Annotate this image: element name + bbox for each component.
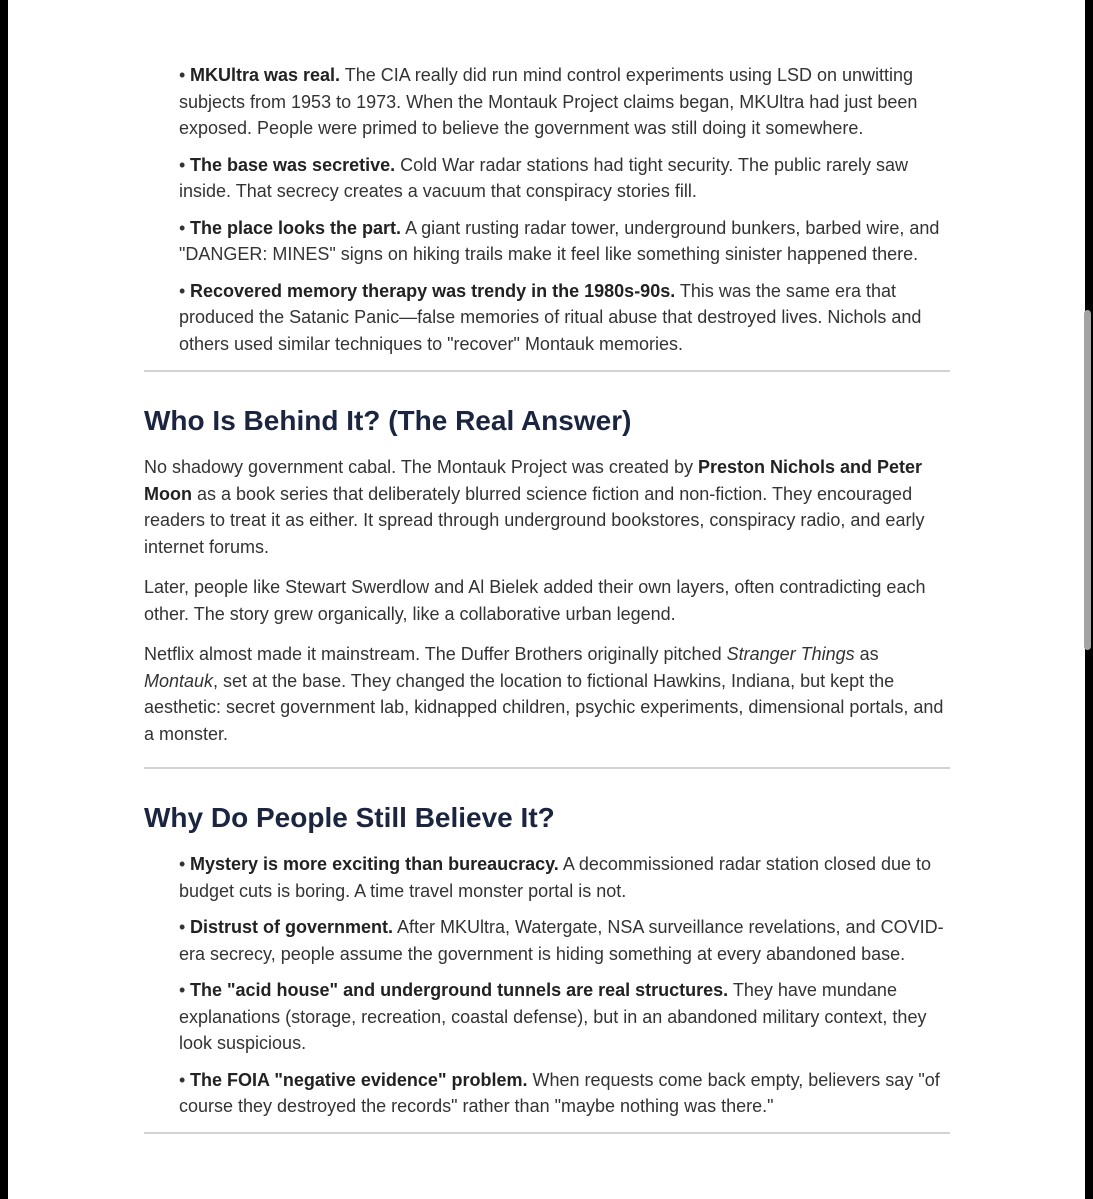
section-divider (144, 1132, 950, 1134)
who-p1-bold-names: Preston Nichols and Peter Moon (144, 457, 923, 504)
who-p3-text-a: Netflix almost made it mainstream. The Duffer Brothers originally pitched (144, 644, 727, 664)
article-content (144, 62, 950, 1134)
list-item (179, 977, 950, 1057)
who-paragraph-2: Later, people like Stewart Swerdlow and Al Bielek added their own layers, often contradicting each other. The story grew organically, like a collaborative urban legend. (144, 577, 926, 624)
bullet-bold-lead: The FOIA "negative evidence" problem. (190, 1069, 528, 1090)
list-item (179, 152, 950, 205)
bullet-icon: • (179, 280, 186, 301)
list-item (179, 851, 950, 904)
section-divider (144, 370, 950, 372)
list-item (179, 1067, 950, 1120)
document-page (8, 0, 1085, 1199)
bullet-icon: • (179, 217, 186, 238)
bullet-text: This was the same era that produced the Satanic Panic—false memories of ritual abuse that destroyed lives. Nichols and others used similar techniques to "recover" Montauk memories. (179, 280, 922, 354)
who-paragraph-1 (144, 454, 950, 560)
who-p1-text-b: as a book series that deliberately blurred science fiction and non-fiction. They encouraged readers to treat it as either. It spread through underground bookstores, conspiracy radio, and early internet forums. (144, 483, 925, 557)
vertical-scrollbar[interactable] (1084, 310, 1091, 650)
bullet-icon: • (179, 154, 186, 175)
bullet-text: When requests come back empty, believers say "of course they destroyed the records" rather than "maybe nothing was there." (179, 1069, 940, 1116)
bullet-icon: • (179, 854, 186, 874)
why-section-heading: Why Do People Still Believe It? (144, 802, 555, 833)
why-bullet-list (144, 851, 950, 1120)
bullet-icon: • (179, 980, 186, 1000)
intro-bullet-list (144, 62, 950, 357)
bullet-bold-lead: Mystery is more exciting than bureaucracy. (190, 854, 559, 874)
bullet-bold-lead: The "acid house" and underground tunnels are real structures. (190, 980, 729, 1000)
section-divider (144, 767, 950, 769)
bullet-icon: • (179, 1069, 186, 1090)
bullet-bold-lead: Distrust of government. (190, 917, 394, 937)
bullet-bold-lead: Recovered memory therapy was trendy in the 1980s-90s. (190, 280, 676, 301)
list-item (179, 215, 950, 268)
who-p3-italic-montauk: Montauk (144, 670, 214, 691)
bullet-text: A decommissioned radar station closed due to budget cuts is boring. A time travel monster portal is not. (179, 854, 932, 901)
who-p3-text-b: as (854, 644, 879, 664)
bullet-bold-lead: MKUltra was real. (190, 65, 341, 85)
who-p3-text-c: , set at the base. They changed the location to fictional Hawkins, Indiana, but kept the aesthetic: secret government lab, kidnapped children, psychic experiments, dimensional portals, and a monster. (144, 670, 944, 744)
bullet-text: After MKUltra, Watergate, NSA surveillance revelations, and COVID-era secrecy, people assume the government is hiding something at every abandoned base. (179, 917, 944, 964)
who-p3-italic-stranger-things: Stranger Things (726, 644, 855, 664)
list-item (179, 278, 950, 358)
who-p1-text-a: No shadowy government cabal. The Montauk Project was created by (144, 457, 698, 477)
bullet-text: A giant rusting radar tower, underground bunkers, barbed wire, and "DANGER: MINES" signs on hiking trails make it feel like something sinister happened there. (179, 217, 940, 264)
who-paragraph-3 (144, 641, 950, 747)
bullet-text: They have mundane explanations (storage, recreation, coastal defense), but in an abandoned military context, they look suspicious. (179, 980, 927, 1053)
bullet-text: The CIA really did run mind control experiments using LSD on unwitting subjects from 1953 to 1973. When the Montauk Project claims began, MKUltra had just been exposed. People were primed to believe the government was still doing it somewhere. (179, 65, 918, 138)
bullet-icon: • (179, 65, 186, 85)
who-section-heading: Who Is Behind It? (The Real Answer) (144, 405, 632, 436)
bullet-bold-lead: The base was secretive. (190, 154, 396, 175)
list-item (179, 914, 950, 967)
bullet-text: Cold War radar stations had tight security. The public rarely saw inside. That secrecy creates a vacuum that conspiracy stories fill. (179, 154, 909, 201)
bullet-icon: • (179, 917, 186, 937)
list-item (179, 62, 950, 142)
bullet-bold-lead: The place looks the part. (190, 217, 402, 238)
